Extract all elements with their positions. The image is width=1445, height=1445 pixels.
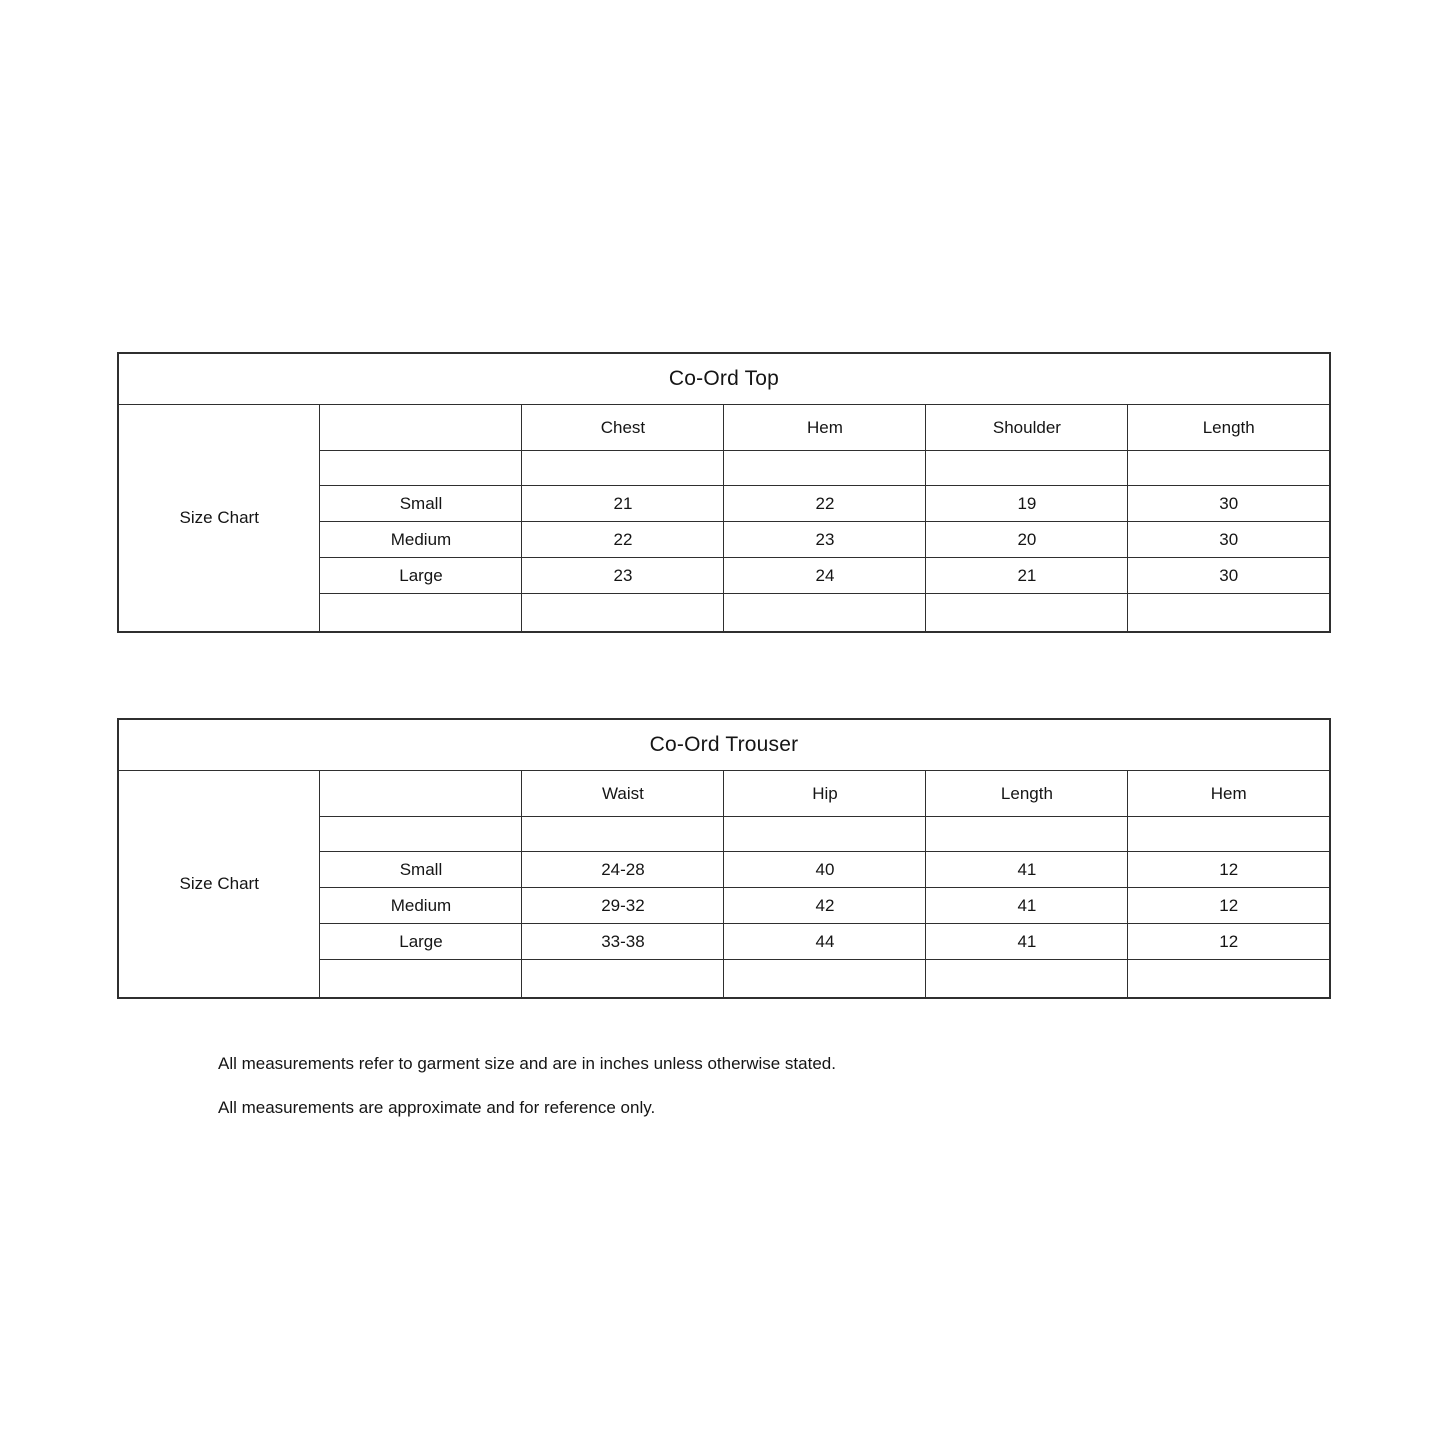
size-column-header-blank [320, 405, 522, 451]
size-column-header-blank [320, 771, 522, 817]
size-label: Small [320, 486, 522, 522]
value-cell: 21 [926, 558, 1128, 594]
value-cell: 23 [522, 558, 724, 594]
column-header-shoulder: Shoulder [926, 405, 1128, 451]
value-cell: 44 [724, 924, 926, 960]
value-cell: 30 [1128, 486, 1330, 522]
table-title: Co-Ord Trouser [118, 719, 1330, 771]
side-label: Size Chart [118, 405, 320, 633]
value-cell: 41 [926, 888, 1128, 924]
column-header-hem: Hem [1128, 771, 1330, 817]
value-cell: 20 [926, 522, 1128, 558]
value-cell: 41 [926, 852, 1128, 888]
table-title: Co-Ord Top [118, 353, 1330, 405]
note-approximate: All measurements are approximate and for reference only. [218, 1098, 656, 1117]
size-chart-table-top [117, 352, 1331, 633]
column-header-row [118, 771, 1330, 817]
size-label: Large [320, 924, 522, 960]
size-label: Small [320, 852, 522, 888]
size-chart-table-trouser [117, 718, 1331, 999]
side-label: Size Chart [118, 771, 320, 999]
value-cell: 22 [522, 522, 724, 558]
size-label: Medium [320, 522, 522, 558]
column-header-hem: Hem [724, 405, 926, 451]
value-cell: 22 [724, 486, 926, 522]
column-header-length: Length [1128, 405, 1330, 451]
column-header-chest: Chest [522, 405, 724, 451]
table-title-row [118, 719, 1330, 771]
value-cell: 30 [1128, 558, 1330, 594]
note-units: All measurements refer to garment size and are in inches unless otherwise stated. [218, 1054, 836, 1073]
size-label: Large [320, 558, 522, 594]
value-cell: 12 [1128, 852, 1330, 888]
value-cell: 42 [724, 888, 926, 924]
size-label: Medium [320, 888, 522, 924]
value-cell: 19 [926, 486, 1128, 522]
value-cell: 24 [724, 558, 926, 594]
value-cell: 33-38 [522, 924, 724, 960]
measurement-notes [218, 1054, 836, 1142]
value-cell: 23 [724, 522, 926, 558]
value-cell: 40 [724, 852, 926, 888]
value-cell: 12 [1128, 924, 1330, 960]
value-cell: 24-28 [522, 852, 724, 888]
value-cell: 30 [1128, 522, 1330, 558]
value-cell: 12 [1128, 888, 1330, 924]
column-header-hip: Hip [724, 771, 926, 817]
column-header-length: Length [926, 771, 1128, 817]
value-cell: 29-32 [522, 888, 724, 924]
column-header-row [118, 405, 1330, 451]
value-cell: 41 [926, 924, 1128, 960]
table-title-row [118, 353, 1330, 405]
column-header-waist: Waist [522, 771, 724, 817]
value-cell: 21 [522, 486, 724, 522]
